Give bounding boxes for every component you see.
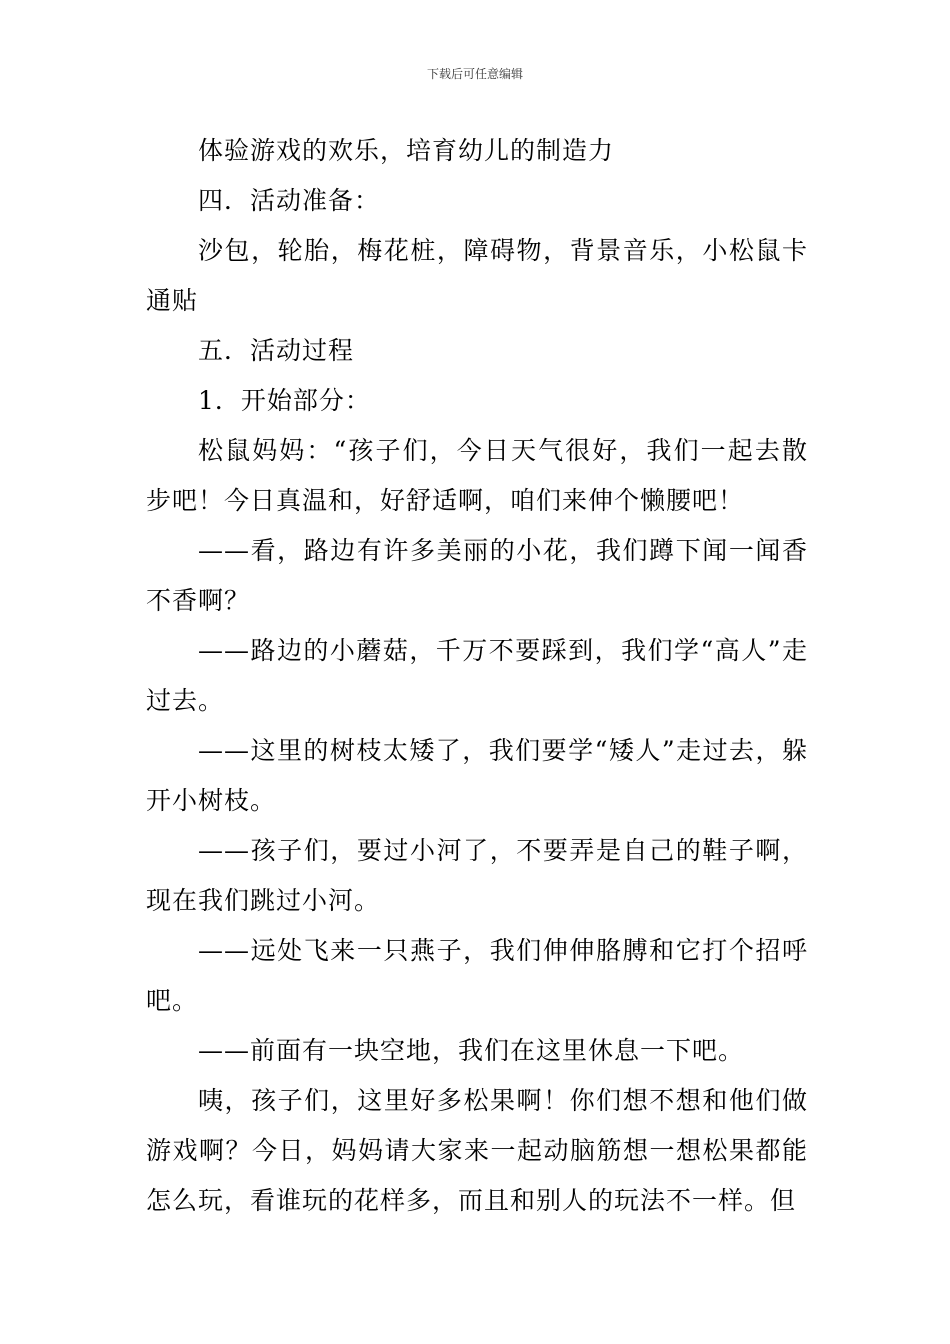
heading-activity-preparation: 四．活动准备： [198,186,381,215]
document-body [146,126,808,1226]
paragraph-jump-river: ——孩子们，要过小河了，不要弄是自己的鞋子啊，现在我们跳过小河。 [146,836,808,915]
paragraph-low-branches: ——这里的树枝太矮了，我们要学“矮人”走过去，躲开小树枝。 [146,736,808,815]
paragraph-goal: 体验游戏的欢乐，培育幼儿的制造力 [198,136,615,165]
paragraph-materials: 沙包，轮胎，梅花桩，障碍物，背景音乐，小松鼠卡通贴 [146,236,808,315]
heading-activity-process: 五．活动过程 [198,336,355,365]
page-header: 下载后可任意编辑 [426,67,523,81]
paragraph-rest: ——前面有一块空地，我们在这里休息一下吧。 [198,1036,745,1065]
paragraph-swallow: ——远处飞来一只燕子，我们伸伸胳膊和它打个招呼吧。 [146,936,808,1015]
paragraph-squirrel-mom-intro: 松鼠妈妈：“孩子们，今日天气很好，我们一起去散步吧！今日真温和，好舒适啊，咱们来伸个懒腰吧！ [146,436,808,515]
paragraph-pinecones: 咦，孩子们，这里好多松果啊！你们想不想和他们做游戏啊？今日，妈妈请大家来一起动脑筋想一想松果都能怎么玩，看谁玩的花样多，而且和别人的玩法不一样。但 [146,1086,808,1215]
paragraph-mushrooms: ——路边的小蘑菇，千万不要踩到，我们学“高人”走过去。 [146,636,808,715]
heading-opening-part: 1．开始部分： [198,386,371,415]
paragraph-smell-flowers: ——看，路边有许多美丽的小花，我们蹲下闻一闻香不香啊？ [146,536,808,615]
